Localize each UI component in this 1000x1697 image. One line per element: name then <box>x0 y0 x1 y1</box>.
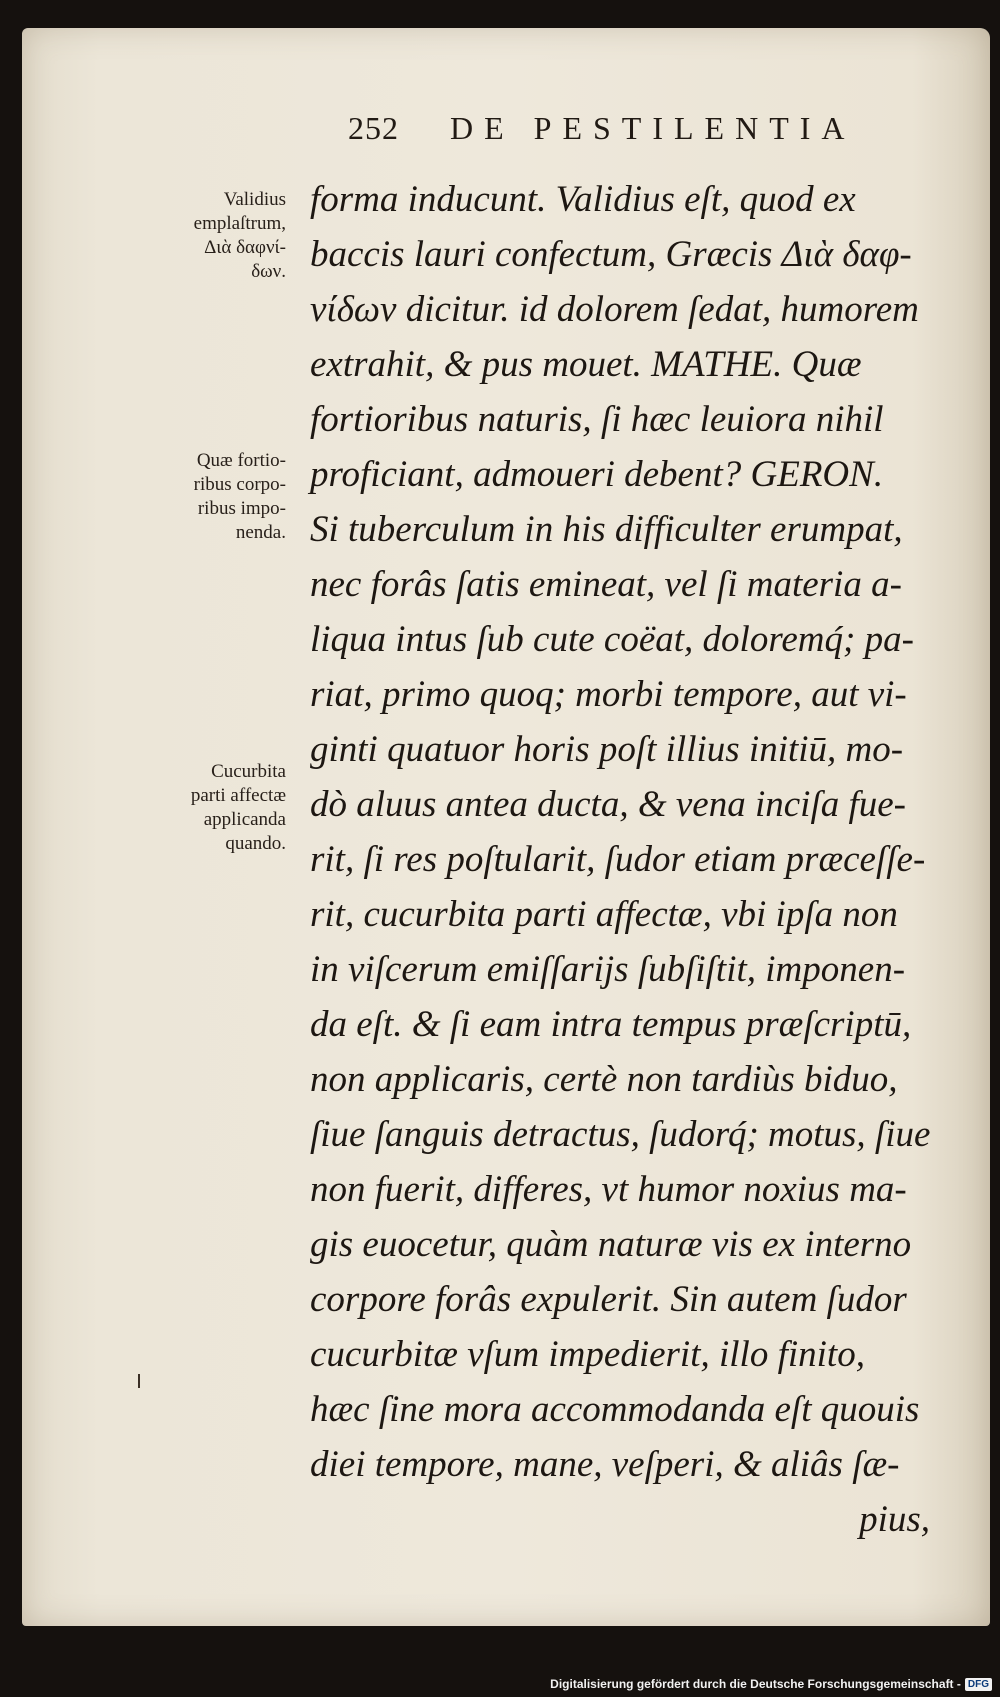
text-line: in viſcerum emiſſarijs ſubſiſtit, imponen- <box>310 949 906 990</box>
body-text <box>310 172 950 1547</box>
margin-note-line: Validius <box>223 189 286 210</box>
margin-note-line: parti affectæ <box>190 785 286 806</box>
margin-note-line: emplaſtrum, <box>193 213 286 234</box>
text-line: νίδων dicitur. id dolorem ſedat, humorem <box>310 289 919 330</box>
text-line: da eſt. & ſi eam intra tempus præſcriptū, <box>310 1004 912 1045</box>
text-line: rit, ſi res poſtularit, ſudor etiam præceſſe- <box>310 839 926 880</box>
running-title: DE PESTILENTIA <box>450 110 856 146</box>
margin-note-fortioribus <box>136 449 286 545</box>
margin-note-line: quando. <box>225 833 286 854</box>
text-line: cucurbitæ vſum impedierit, illo finito, <box>310 1334 865 1375</box>
margin-note-line: applicanda <box>203 809 286 830</box>
catchword: pius, <box>859 1499 930 1540</box>
footer-credit: Digitalisierung gefördert durch die Deutsche Forschungsgemeinschaft - <box>550 1677 961 1691</box>
margin-note-cucurbita <box>136 760 286 856</box>
margin-note-line: δων. <box>251 261 286 282</box>
margin-note-line: Quæ fortio- <box>196 450 286 471</box>
text-line: gis euocetur, quàm naturæ vis ex interno <box>310 1224 912 1265</box>
digitization-footer <box>550 1675 992 1693</box>
margin-note-line: Διὰ δαφνί- <box>204 237 286 258</box>
text-line: dò aluus antea ducta, & vena inciſa fue- <box>310 784 906 825</box>
text-line: hæc ſine mora accommodanda eſt quouis <box>310 1389 920 1430</box>
text-line: nec forâs ſatis emineat, vel ſi materia a- <box>310 564 902 605</box>
text-line: Si tuberculum in his difficulter erumpat, <box>310 509 903 550</box>
text-line: non fuerit, differes, vt humor noxius ma- <box>310 1169 907 1210</box>
text-line: corpore forâs expulerit. Sin autem ſudor <box>310 1279 907 1320</box>
text-line: diei tempore, mane, veſperi, & aliâs ſæ- <box>310 1444 900 1485</box>
margin-note-line: ribus corpo- <box>193 474 286 495</box>
text-line: ſiue ſanguis detractus, ſudorq́; motus, ſiue <box>310 1114 931 1155</box>
text-line: rit, cucurbita parti affectæ, vbi ipſa non <box>310 894 898 935</box>
text-line: baccis lauri confectum, Græcis Διὰ δαφ- <box>310 234 912 275</box>
margin-note-line: nenda. <box>235 522 286 543</box>
text-line: proficiant, admoueri debent? GERON. <box>310 454 884 495</box>
text-line: non applicaris, certè non tardiùs biduo, <box>310 1059 898 1100</box>
text-line: forma inducunt. Validius eſt, quod ex <box>310 179 856 220</box>
text-line: ginti quatuor horis poſt illius initiū, mo- <box>310 729 904 770</box>
margin-note-validius <box>136 188 286 284</box>
dfg-logo: DFG <box>965 1678 992 1691</box>
text-line: riat, primo quoq; morbi tempore, aut vi- <box>310 674 907 715</box>
text-line: liqua intus ſub cute coëat, doloremq́; pa- <box>310 619 914 660</box>
page-number: 252 <box>348 110 399 146</box>
stray-ink-mark <box>138 1374 140 1388</box>
running-head <box>320 82 920 146</box>
margin-note-line: ribus impo- <box>197 498 286 519</box>
text-line: extrahit, & pus mouet. MATHE. Quæ <box>310 344 862 385</box>
margin-note-line: Cucurbita <box>211 761 286 782</box>
text-line: fortioribus naturis, ſi hæc leuiora nihil <box>310 399 884 440</box>
